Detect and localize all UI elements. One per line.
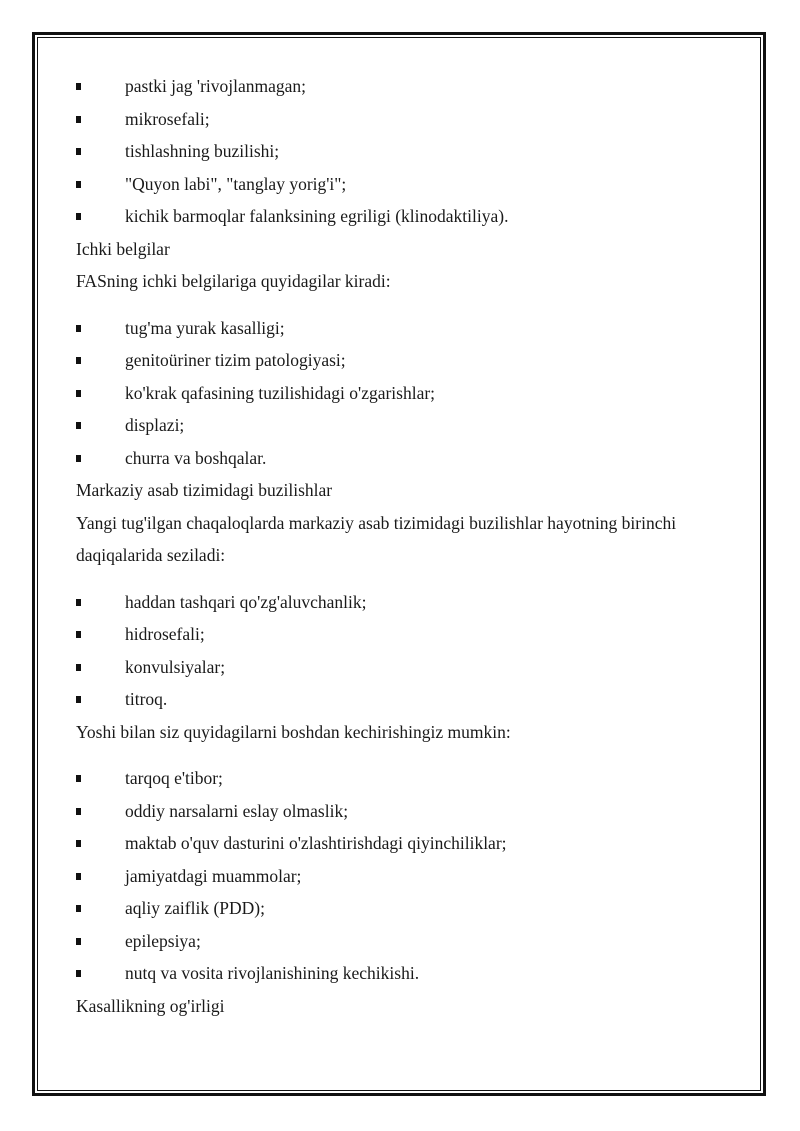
square-bullet-icon [76, 325, 81, 332]
square-bullet-icon [76, 970, 81, 977]
square-bullet-icon [76, 873, 81, 880]
square-bullet-icon [76, 905, 81, 912]
square-bullet-icon [76, 422, 81, 429]
list-item-text: churra va boshqalar. [125, 447, 267, 468]
paragraph: Kasallikning og'irligi [76, 995, 225, 1016]
list-item [76, 344, 736, 377]
square-bullet-icon [76, 664, 81, 671]
list-item [76, 103, 736, 136]
paragraph: FASning ichki belgilariga quyidagilar kiradi: [76, 271, 391, 291]
square-bullet-icon [76, 938, 81, 945]
list-item [76, 925, 736, 958]
spacer [76, 298, 736, 312]
document-body [76, 70, 736, 1022]
list-item-text: pastki jag 'rivojlanmagan; [125, 76, 307, 96]
list-item-text: nutq va vosita rivojlanishining kechikishi. [125, 963, 420, 983]
list-item-text: tug'ma yurak kasalligi; [125, 317, 285, 338]
list-item [76, 168, 736, 201]
list-item-text: displazi; [125, 415, 185, 435]
paragraph: Yoshi bilan siz quyidagilarni boshdan kechirishingiz mumkin: [76, 721, 511, 742]
list-item-text: jamiyatdagi muammolar; [125, 865, 302, 886]
list-item [76, 795, 736, 828]
square-bullet-icon [76, 148, 81, 155]
list-item [76, 586, 736, 619]
square-bullet-icon [76, 116, 81, 123]
list-item-text: epilepsiya; [125, 930, 201, 951]
square-bullet-icon [76, 631, 81, 638]
list-item [76, 70, 736, 103]
square-bullet-icon [76, 181, 81, 188]
list-item [76, 200, 736, 233]
list-item-text: konvulsiyalar; [125, 656, 226, 677]
bullet-list [76, 586, 736, 716]
list-item-text: tarqoq e'tibor; [125, 768, 223, 788]
list-item-text: titroq. [125, 689, 168, 709]
square-bullet-icon [76, 808, 81, 815]
list-item [76, 618, 736, 651]
square-bullet-icon [76, 390, 81, 397]
list-item-text: maktab o'quv dasturini o'zlashtirishdagi qiyinchiliklar; [125, 833, 507, 853]
square-bullet-icon [76, 599, 81, 606]
list-item-text: oddiy narsalarni eslay olmaslik; [125, 800, 349, 821]
list-item [76, 409, 736, 442]
square-bullet-icon [76, 83, 81, 90]
list-item [76, 651, 736, 684]
paragraph: Ichki belgilar [76, 238, 170, 259]
list-item [76, 312, 736, 345]
list-item-text: kichik barmoqlar falanksining egriligi (klinodaktiliya). [125, 206, 509, 226]
list-item [76, 827, 736, 860]
list-item-text: hidrosefali; [125, 624, 205, 644]
list-item-text: mikrosefali; [125, 108, 210, 129]
list-item-text: aqliy zaiflik (PDD); [125, 898, 265, 918]
list-item [76, 762, 736, 795]
bullet-list [76, 70, 736, 233]
bullet-list [76, 312, 736, 475]
square-bullet-icon [76, 775, 81, 782]
bullet-list [76, 762, 736, 990]
list-item [76, 377, 736, 410]
spacer [76, 748, 736, 762]
square-bullet-icon [76, 455, 81, 462]
list-item [76, 860, 736, 893]
paragraph: Markaziy asab tizimidagi buzilishlar [76, 480, 333, 500]
list-item-text: genitoüriner tizim patologiyasi; [125, 350, 346, 370]
list-item [76, 683, 736, 716]
square-bullet-icon [76, 696, 81, 703]
list-item [76, 892, 736, 925]
square-bullet-icon [76, 213, 81, 220]
list-item [76, 957, 736, 990]
square-bullet-icon [76, 357, 81, 364]
list-item [76, 442, 736, 475]
list-item-text: "Quyon labi", "tanglay yorig'i"; [125, 173, 347, 194]
list-item-text: tishlashning buzilishi; [125, 141, 280, 161]
paragraph: Yangi tug'ilgan chaqaloqlarda markaziy asab tizimidagi buzilishlar hayotning birinchi daqiqalarida seziladi: [76, 512, 677, 565]
square-bullet-icon [76, 840, 81, 847]
spacer [76, 572, 736, 586]
list-item [76, 135, 736, 168]
list-item-text: ko'krak qafasining tuzilishidagi o'zgarishlar; [125, 382, 436, 403]
list-item-text: haddan tashqari qo'zg'aluvchanlik; [125, 591, 367, 612]
